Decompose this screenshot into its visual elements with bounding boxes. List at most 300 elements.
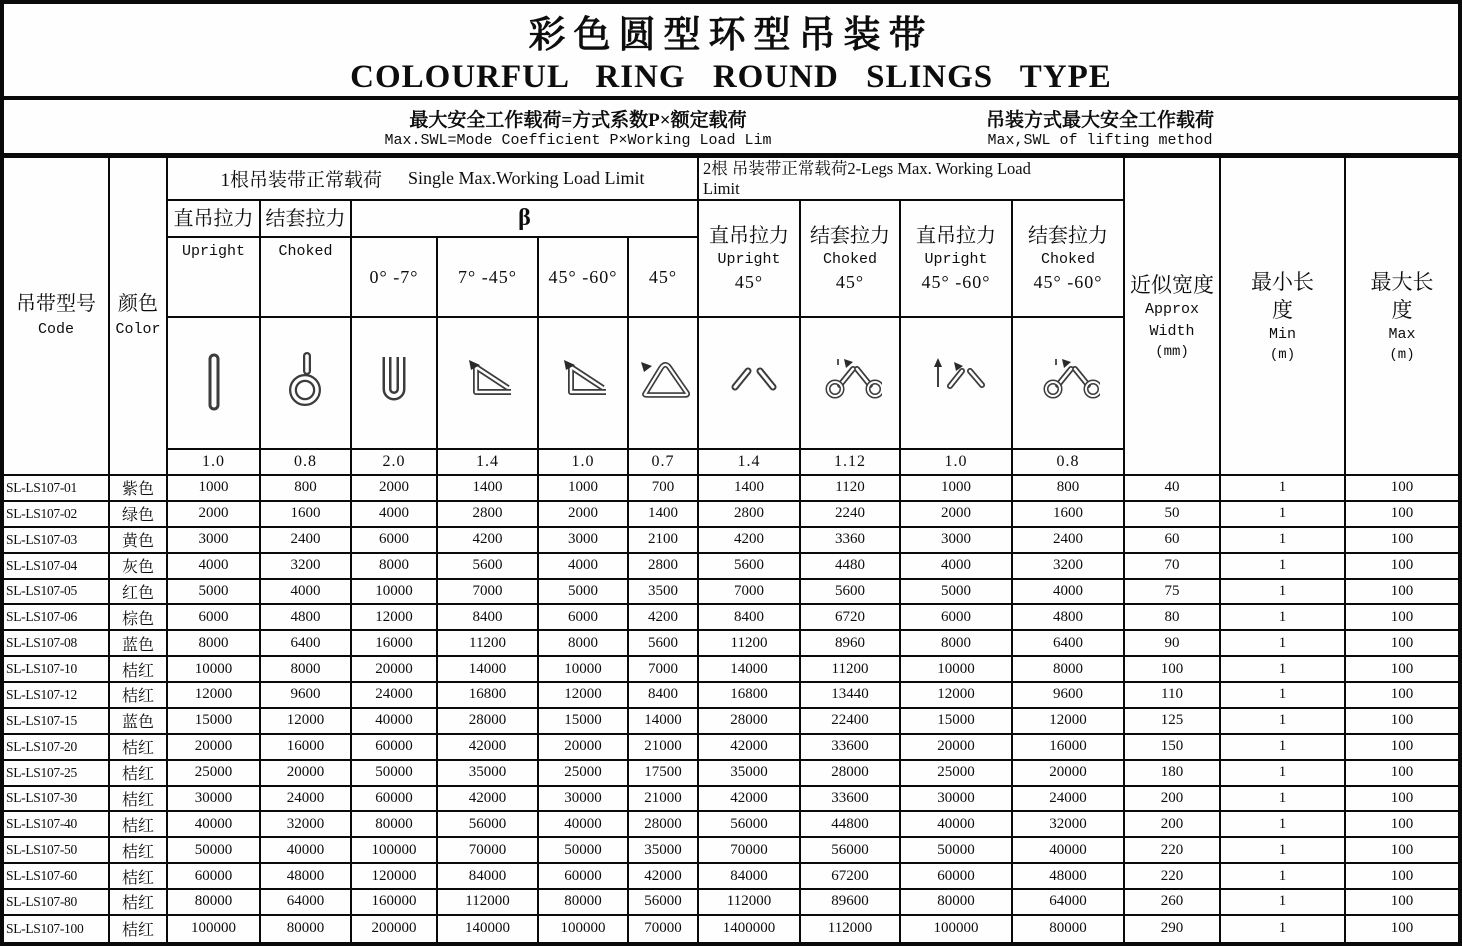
cell-twoleg-upright-45-60: 40000 <box>901 812 1013 838</box>
cell-twoleg-choked-45-60: 80000 <box>1013 916 1125 942</box>
icon-cell <box>1013 318 1125 450</box>
cell-single-choked: 12000 <box>261 709 352 735</box>
cell-beta-45: 8400 <box>629 683 699 709</box>
cell-twoleg-upright-45-60: 6000 <box>901 605 1013 631</box>
cell-single-upright: 15000 <box>168 709 261 735</box>
cell-twoleg-upright-45: 56000 <box>699 812 801 838</box>
cell-twoleg-choked-45: 6720 <box>801 605 901 631</box>
subtitle-band <box>4 100 1458 158</box>
cell-twoleg-choked-45-60: 2400 <box>1013 528 1125 554</box>
cell-twoleg-choked-45: 13440 <box>801 683 901 709</box>
cell-min-length: 1 <box>1221 554 1346 580</box>
cell-beta-7-45: 42000 <box>438 735 539 761</box>
cell-code: SL-LS107-05 <box>4 580 110 606</box>
cell-twoleg-upright-45-60: 60000 <box>901 864 1013 890</box>
cell-beta-0-7: 12000 <box>352 605 438 631</box>
cell-twoleg-upright-45-60: 2000 <box>901 502 1013 528</box>
cell-single-choked: 16000 <box>261 735 352 761</box>
cell-beta-0-7: 50000 <box>352 761 438 787</box>
cell-code: SL-LS107-02 <box>4 502 110 528</box>
cell-beta-7-45: 35000 <box>438 761 539 787</box>
cell-max-length: 100 <box>1346 528 1458 554</box>
cell-single-upright: 80000 <box>168 890 261 916</box>
cell-twoleg-choked-45: 33600 <box>801 787 901 813</box>
subtitle-right-en: Max,SWL of lifting method <box>987 131 1213 149</box>
cell-twoleg-choked-45: 3360 <box>801 528 901 554</box>
cell-twoleg-upright-45: 8400 <box>699 605 801 631</box>
cell-beta-45-60: 6000 <box>539 605 629 631</box>
cell-color: 黄色 <box>110 528 168 554</box>
two-leg-upright-45-header: 直吊拉力 Upright 45° <box>699 201 801 318</box>
cell-beta-7-45: 2800 <box>438 502 539 528</box>
cell-twoleg-upright-45-60: 50000 <box>901 838 1013 864</box>
cell-color: 桔红 <box>110 838 168 864</box>
cell-single-choked: 80000 <box>261 916 352 942</box>
cell-twoleg-upright-45-60: 100000 <box>901 916 1013 942</box>
two-leg-upright-45-60-header: 直吊拉力 Upright 45° -60° <box>901 201 1013 318</box>
cell-single-upright: 12000 <box>168 683 261 709</box>
cell-approx-width: 150 <box>1125 735 1221 761</box>
cell-code: SL-LS107-100 <box>4 916 110 942</box>
cell-single-upright: 60000 <box>168 864 261 890</box>
cell-approx-width: 290 <box>1125 916 1221 942</box>
cell-max-length: 100 <box>1346 683 1458 709</box>
cell-beta-45: 35000 <box>629 838 699 864</box>
cell-beta-45: 3500 <box>629 580 699 606</box>
cell-beta-7-45: 70000 <box>438 838 539 864</box>
cell-max-length: 100 <box>1346 838 1458 864</box>
cell-beta-45: 17500 <box>629 761 699 787</box>
cell-twoleg-upright-45: 1400 <box>699 476 801 502</box>
cell-beta-45: 4200 <box>629 605 699 631</box>
cell-min-length: 1 <box>1221 605 1346 631</box>
two-leg-choked-45-header: 结套拉力 Choked 45° <box>801 201 901 318</box>
cell-beta-7-45: 14000 <box>438 657 539 683</box>
cell-beta-7-45: 11200 <box>438 631 539 657</box>
two-leg-choked-45-60-header: 结套拉力 Choked 45° -60° <box>1013 201 1125 318</box>
cell-code: SL-LS107-50 <box>4 838 110 864</box>
cell-beta-45: 5600 <box>629 631 699 657</box>
icon-cell <box>438 318 539 450</box>
cell-beta-45-60: 4000 <box>539 554 629 580</box>
cell-single-upright: 30000 <box>168 787 261 813</box>
cell-twoleg-choked-45-60: 48000 <box>1013 864 1125 890</box>
cell-code: SL-LS107-80 <box>4 890 110 916</box>
cell-beta-0-7: 10000 <box>352 580 438 606</box>
cell-code: SL-LS107-15 <box>4 709 110 735</box>
cell-single-upright: 25000 <box>168 761 261 787</box>
cell-single-upright: 100000 <box>168 916 261 942</box>
two-leg-straight-icon <box>717 351 781 415</box>
cell-max-length: 100 <box>1346 864 1458 890</box>
cell-twoleg-upright-45: 11200 <box>699 631 801 657</box>
cell-beta-0-7: 2000 <box>352 476 438 502</box>
cell-beta-45: 14000 <box>629 709 699 735</box>
cell-single-choked: 800 <box>261 476 352 502</box>
code-column-header: 吊带型号 Code <box>4 158 110 476</box>
subtitle-left-en: Max.SWL=Mode Coefficient P×Working Load Lim <box>384 131 772 149</box>
cell-twoleg-choked-45: 33600 <box>801 735 901 761</box>
cell-approx-width: 180 <box>1125 761 1221 787</box>
cell-max-length: 100 <box>1346 554 1458 580</box>
cell-min-length: 1 <box>1221 761 1346 787</box>
icon-cell <box>539 318 629 450</box>
cell-min-length: 1 <box>1221 476 1346 502</box>
cell-beta-0-7: 6000 <box>352 528 438 554</box>
cell-beta-0-7: 4000 <box>352 502 438 528</box>
slings-spec-table <box>4 158 1458 942</box>
angled-basket-hitch-icon-2 <box>551 351 615 415</box>
cell-color: 桔红 <box>110 864 168 890</box>
min-length-column-header: 最小长 度 Min (m) <box>1221 158 1346 476</box>
triangle-basket-hitch-icon <box>631 351 695 415</box>
choker-hitch-icon <box>274 351 338 415</box>
cell-beta-7-45: 4200 <box>438 528 539 554</box>
cell-single-upright: 40000 <box>168 812 261 838</box>
cell-beta-0-7: 20000 <box>352 657 438 683</box>
cell-approx-width: 260 <box>1125 890 1221 916</box>
icon-cell <box>261 318 352 450</box>
coefficient-cell: 1.0 <box>539 450 629 476</box>
page-title-en: COLOURFUL RING ROUND SLINGS TYPE <box>350 59 1112 95</box>
coefficient-cell: 1.12 <box>801 450 901 476</box>
cell-twoleg-choked-45-60: 9600 <box>1013 683 1125 709</box>
cell-single-upright: 3000 <box>168 528 261 554</box>
cell-twoleg-choked-45: 2240 <box>801 502 901 528</box>
cell-code: SL-LS107-08 <box>4 631 110 657</box>
cell-max-length: 100 <box>1346 476 1458 502</box>
cell-beta-45-60: 25000 <box>539 761 629 787</box>
cell-twoleg-choked-45: 22400 <box>801 709 901 735</box>
cell-beta-45-60: 15000 <box>539 709 629 735</box>
cell-code: SL-LS107-40 <box>4 812 110 838</box>
cell-twoleg-choked-45-60: 1600 <box>1013 502 1125 528</box>
cell-twoleg-upright-45-60: 8000 <box>901 631 1013 657</box>
cell-single-upright: 1000 <box>168 476 261 502</box>
cell-twoleg-upright-45: 7000 <box>699 580 801 606</box>
cell-single-choked: 48000 <box>261 864 352 890</box>
coefficient-cell: 0.8 <box>1013 450 1125 476</box>
coefficient-cell: 2.0 <box>352 450 438 476</box>
cell-min-length: 1 <box>1221 502 1346 528</box>
cell-approx-width: 220 <box>1125 864 1221 890</box>
basket-hitch-icon <box>362 351 426 415</box>
cell-beta-45-60: 5000 <box>539 580 629 606</box>
cell-approx-width: 70 <box>1125 554 1221 580</box>
cell-beta-7-45: 28000 <box>438 709 539 735</box>
cell-beta-7-45: 8400 <box>438 605 539 631</box>
cell-min-length: 1 <box>1221 735 1346 761</box>
cell-twoleg-choked-45-60: 20000 <box>1013 761 1125 787</box>
icon-cell <box>699 318 801 450</box>
cell-single-upright: 6000 <box>168 605 261 631</box>
cell-beta-7-45: 56000 <box>438 812 539 838</box>
cell-twoleg-upright-45: 28000 <box>699 709 801 735</box>
cell-beta-0-7: 60000 <box>352 735 438 761</box>
cell-twoleg-upright-45-60: 5000 <box>901 580 1013 606</box>
cell-beta-45-60: 60000 <box>539 864 629 890</box>
cell-beta-0-7: 16000 <box>352 631 438 657</box>
cell-twoleg-upright-45: 1400000 <box>699 916 801 942</box>
cell-twoleg-choked-45: 28000 <box>801 761 901 787</box>
cell-beta-45-60: 80000 <box>539 890 629 916</box>
cell-twoleg-choked-45: 44800 <box>801 812 901 838</box>
cell-color: 桔红 <box>110 916 168 942</box>
cell-beta-0-7: 40000 <box>352 709 438 735</box>
cell-max-length: 100 <box>1346 812 1458 838</box>
cell-beta-45: 2100 <box>629 528 699 554</box>
cell-code: SL-LS107-03 <box>4 528 110 554</box>
cell-twoleg-upright-45: 35000 <box>699 761 801 787</box>
cell-beta-0-7: 80000 <box>352 812 438 838</box>
cell-min-length: 1 <box>1221 916 1346 942</box>
single-leg-group-header: 1根吊装带正常载荷 Single Max.Working Load Limit <box>168 158 699 201</box>
two-leg-choker-angled-icon <box>1036 351 1100 415</box>
cell-twoleg-choked-45-60: 4800 <box>1013 605 1125 631</box>
cell-twoleg-upright-45: 112000 <box>699 890 801 916</box>
icon-cell <box>629 318 699 450</box>
cell-color: 桔红 <box>110 890 168 916</box>
cell-twoleg-upright-45-60: 25000 <box>901 761 1013 787</box>
cell-beta-45-60: 50000 <box>539 838 629 864</box>
cell-max-length: 100 <box>1346 890 1458 916</box>
subtitle-left-zh: 最大安全工作载荷=方式系数P×额定载荷 <box>409 109 747 131</box>
cell-color: 桔红 <box>110 812 168 838</box>
cell-beta-45-60: 8000 <box>539 631 629 657</box>
page-title-zh: 彩色圆型环型吊装带 <box>528 15 934 56</box>
cell-beta-45-60: 2000 <box>539 502 629 528</box>
cell-single-choked: 3200 <box>261 554 352 580</box>
cell-code: SL-LS107-04 <box>4 554 110 580</box>
cell-twoleg-choked-45-60: 6400 <box>1013 631 1125 657</box>
cell-code: SL-LS107-06 <box>4 605 110 631</box>
coefficient-cell: 0.7 <box>629 450 699 476</box>
max-length-column-header: 最大长 度 Max (m) <box>1346 158 1458 476</box>
cell-approx-width: 220 <box>1125 838 1221 864</box>
coefficient-cell: 1.4 <box>699 450 801 476</box>
cell-code: SL-LS107-12 <box>4 683 110 709</box>
cell-twoleg-upright-45: 42000 <box>699 787 801 813</box>
cell-min-length: 1 <box>1221 657 1346 683</box>
cell-twoleg-choked-45-60: 8000 <box>1013 657 1125 683</box>
cell-code: SL-LS107-30 <box>4 787 110 813</box>
approx-width-column-header: 近似宽度 Approx Width (mm) <box>1125 158 1221 476</box>
cell-twoleg-upright-45: 5600 <box>699 554 801 580</box>
cell-single-choked: 6400 <box>261 631 352 657</box>
cell-twoleg-upright-45-60: 10000 <box>901 657 1013 683</box>
cell-twoleg-choked-45-60: 32000 <box>1013 812 1125 838</box>
cell-beta-45: 70000 <box>629 916 699 942</box>
cell-beta-7-45: 112000 <box>438 890 539 916</box>
cell-beta-0-7: 120000 <box>352 864 438 890</box>
cell-min-length: 1 <box>1221 890 1346 916</box>
cell-beta-7-45: 84000 <box>438 864 539 890</box>
cell-min-length: 1 <box>1221 631 1346 657</box>
cell-twoleg-choked-45-60: 4000 <box>1013 580 1125 606</box>
cell-color: 红色 <box>110 580 168 606</box>
cell-twoleg-upright-45: 42000 <box>699 735 801 761</box>
cell-single-choked: 4800 <box>261 605 352 631</box>
cell-beta-45: 42000 <box>629 864 699 890</box>
icon-cell <box>168 318 261 450</box>
cell-color: 桔红 <box>110 683 168 709</box>
cell-color: 桔红 <box>110 735 168 761</box>
cell-twoleg-upright-45-60: 20000 <box>901 735 1013 761</box>
cell-single-choked: 2400 <box>261 528 352 554</box>
cell-single-choked: 8000 <box>261 657 352 683</box>
cell-beta-45: 7000 <box>629 657 699 683</box>
cell-twoleg-upright-45-60: 80000 <box>901 890 1013 916</box>
cell-max-length: 100 <box>1346 657 1458 683</box>
cell-single-upright: 50000 <box>168 838 261 864</box>
cell-twoleg-upright-45: 2800 <box>699 502 801 528</box>
cell-single-choked: 1600 <box>261 502 352 528</box>
cell-beta-45: 1400 <box>629 502 699 528</box>
cell-code: SL-LS107-25 <box>4 761 110 787</box>
upright-header-zh: 直吊拉力 <box>168 201 261 238</box>
cell-color: 蓝色 <box>110 709 168 735</box>
upright-header-en: Upright <box>168 238 261 318</box>
cell-max-length: 100 <box>1346 709 1458 735</box>
cell-max-length: 100 <box>1390 920 1414 937</box>
cell-beta-45-60: 3000 <box>539 528 629 554</box>
cell-twoleg-choked-45: 89600 <box>801 890 901 916</box>
cell-max-length: 100 <box>1346 735 1458 761</box>
angle-header-45: 45° <box>629 238 699 318</box>
cell-min-length: 1 <box>1221 528 1346 554</box>
cell-twoleg-upright-45-60: 30000 <box>901 787 1013 813</box>
coefficient-cell: 1.0 <box>168 450 261 476</box>
icon-cell <box>352 318 438 450</box>
cell-code: SL-LS107-60 <box>4 864 110 890</box>
cell-twoleg-upright-45-60: 12000 <box>901 683 1013 709</box>
cell-min-length: 1 <box>1221 812 1346 838</box>
cell-approx-width: 125 <box>1125 709 1221 735</box>
cell-approx-width: 110 <box>1125 683 1221 709</box>
cell-beta-45: 2800 <box>629 554 699 580</box>
cell-twoleg-choked-45: 11200 <box>801 657 901 683</box>
cell-approx-width: 200 <box>1125 812 1221 838</box>
cell-beta-0-7: 60000 <box>352 787 438 813</box>
cell-min-length: 1 <box>1221 864 1346 890</box>
cell-beta-0-7: 160000 <box>352 890 438 916</box>
cell-min-length: 1 <box>1221 580 1346 606</box>
angled-basket-hitch-icon <box>456 351 520 415</box>
angle-header-7-45: 7° -45° <box>438 238 539 318</box>
cell-beta-45-60: 40000 <box>539 812 629 838</box>
cell-color: 桔红 <box>110 657 168 683</box>
cell-max-length: 100 <box>1346 761 1458 787</box>
cell-min-length: 1 <box>1221 709 1346 735</box>
cell-code: SL-LS107-01 <box>4 476 110 502</box>
cell-single-upright: 2000 <box>168 502 261 528</box>
cell-approx-width: 80 <box>1125 605 1221 631</box>
cell-approx-width: 200 <box>1125 787 1221 813</box>
cell-single-choked: 20000 <box>261 761 352 787</box>
cell-beta-7-45: 140000 <box>438 916 539 942</box>
cell-twoleg-choked-45: 1120 <box>801 476 901 502</box>
icon-cell <box>801 318 901 450</box>
coefficient-cell: 0.8 <box>261 450 352 476</box>
cell-approx-width: 100 <box>1125 657 1221 683</box>
cell-beta-45-60: 1000 <box>539 476 629 502</box>
subtitle-right-zh: 吊装方式最大安全工作载荷 <box>985 109 1214 131</box>
cell-single-upright: 20000 <box>168 735 261 761</box>
cell-twoleg-choked-45-60: 12000 <box>1013 709 1125 735</box>
cell-beta-45-60: 10000 <box>539 657 629 683</box>
cell-beta-45-60: 20000 <box>539 735 629 761</box>
cell-beta-7-45: 7000 <box>438 580 539 606</box>
two-leg-group-header: 2根 吊装带正常载荷2-Legs Max. Working Load Limit <box>699 158 1125 201</box>
two-leg-choker-icon <box>818 351 882 415</box>
cell-single-upright: 5000 <box>168 580 261 606</box>
cell-beta-45: 28000 <box>629 812 699 838</box>
cell-max-length: 100 <box>1346 502 1458 528</box>
cell-twoleg-upright-45: 70000 <box>699 838 801 864</box>
cell-color: 蓝色 <box>110 631 168 657</box>
cell-approx-width: 90 <box>1125 631 1221 657</box>
cell-beta-45-60: 12000 <box>539 683 629 709</box>
cell-beta-7-45: 42000 <box>438 787 539 813</box>
cell-color: 灰色 <box>110 554 168 580</box>
cell-beta-45-60: 100000 <box>539 916 629 942</box>
cell-beta-45-60: 30000 <box>539 787 629 813</box>
subtitle-right <box>932 100 1268 153</box>
cell-twoleg-upright-45-60: 1000 <box>901 476 1013 502</box>
angle-header-0-7: 0° -7° <box>352 238 438 318</box>
cell-max-length: 100 <box>1346 631 1458 657</box>
coefficient-cell: 1.4 <box>438 450 539 476</box>
cell-twoleg-choked-45-60: 800 <box>1013 476 1125 502</box>
subtitle-left <box>382 100 774 153</box>
cell-single-upright: 10000 <box>168 657 261 683</box>
angle-header-45-60: 45° -60° <box>539 238 629 318</box>
cell-beta-7-45: 5600 <box>438 554 539 580</box>
cell-twoleg-choked-45: 8960 <box>801 631 901 657</box>
cell-twoleg-choked-45-60: 24000 <box>1013 787 1125 813</box>
cell-twoleg-upright-45: 4200 <box>699 528 801 554</box>
cell-approx-width: 75 <box>1125 580 1221 606</box>
cell-single-choked: 32000 <box>261 812 352 838</box>
cell-beta-0-7: 100000 <box>352 838 438 864</box>
cell-code: SL-LS107-20 <box>4 735 110 761</box>
choked-header-en: Choked <box>261 238 352 318</box>
cell-min-length: 1 <box>1221 683 1346 709</box>
cell-single-choked: 4000 <box>261 580 352 606</box>
cell-single-choked: 40000 <box>261 838 352 864</box>
cell-beta-45: 700 <box>629 476 699 502</box>
cell-twoleg-choked-45: 4480 <box>801 554 901 580</box>
cell-single-choked: 9600 <box>261 683 352 709</box>
cell-beta-45: 21000 <box>629 735 699 761</box>
cell-single-choked: 24000 <box>261 787 352 813</box>
cell-max-length: 100 <box>1346 787 1458 813</box>
cell-beta-0-7: 8000 <box>352 554 438 580</box>
cell-approx-width: 50 <box>1125 502 1221 528</box>
cell-color: 桔红 <box>110 761 168 787</box>
cell-beta-7-45: 16800 <box>438 683 539 709</box>
cell-beta-45: 56000 <box>629 890 699 916</box>
vertical-hitch-icon <box>182 351 246 415</box>
cell-twoleg-upright-45-60: 4000 <box>901 554 1013 580</box>
cell-twoleg-upright-45: 84000 <box>699 864 801 890</box>
cell-twoleg-choked-45: 56000 <box>801 838 901 864</box>
cell-twoleg-upright-45: 16800 <box>699 683 801 709</box>
cell-max-length: 100 <box>1346 580 1458 606</box>
cell-color: 棕色 <box>110 605 168 631</box>
cell-approx-width: 60 <box>1125 528 1221 554</box>
cell-twoleg-choked-45: 67200 <box>801 864 901 890</box>
